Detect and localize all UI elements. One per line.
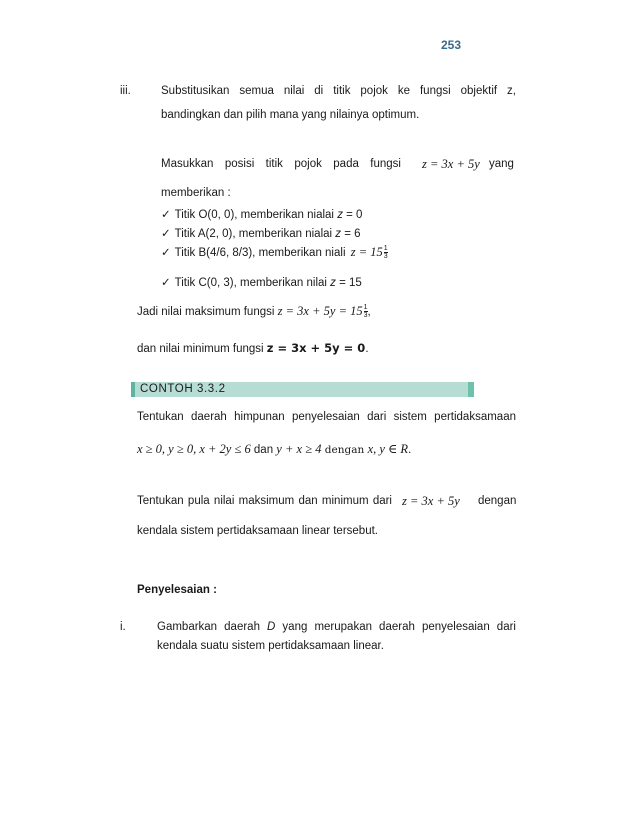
check-item-o: ✓ Titik O(0, 0), memberikan nialai z = 0 <box>161 207 362 221</box>
banner-accent <box>468 382 474 397</box>
min-line: dan nilai minimum fungsi z = 3x + 5y = 0. <box>137 341 369 355</box>
contoh-title: CONTOH 3.3.2 <box>140 383 226 395</box>
check-item-a: ✓ Titik A(2, 0), memberikan nialai z = 6 <box>161 226 361 240</box>
fraction: $\frac{1}{3}$ <box>383 245 388 261</box>
problem2-tail: dengan <box>478 495 517 507</box>
fraction: $\frac{1}{3}$ <box>363 304 368 320</box>
masukkan-line1: Masukkan posisi titik pojok pada fungsi <box>161 158 401 170</box>
max-line: Jadi nilai maksimum fungsi z = 3x + 5y = 15 $\frac{1}{3}$ , <box>137 304 371 320</box>
problem-line2: x ≥ 0, y ≥ 0, x + 2y ≤ 6 dan y + x ≥ 4 dengan x, y ∈ R. <box>137 442 412 456</box>
step-iii-marker: iii. <box>120 85 131 97</box>
masukkan-formula: z = 3x + 5y <box>422 157 480 171</box>
penyelesaian-heading: Penyelesaian : <box>137 584 217 596</box>
contoh-banner <box>131 382 472 397</box>
step-i-line1: Gambarkan daerah D yang merupakan daerah penyelesaian dari <box>157 621 516 633</box>
problem2-line2: kendala sistem pertidaksamaan linear tersebut. <box>137 525 378 537</box>
problem2-formula: z = 3x + 5y <box>402 494 460 508</box>
step-iii-line1: Substitusikan semua nilai di titik pojok ke fungsi objektif z, <box>161 85 516 97</box>
masukkan-line2: memberikan : <box>161 187 231 199</box>
check-item-c: ✓ Titik C(0, 3), memberikan nilai z = 15 <box>161 275 362 289</box>
step-i-marker: i. <box>120 621 126 633</box>
masukkan-tail: yang <box>489 158 514 170</box>
check-item-b: ✓ Titik B(4/6, 8/3), memberikan niali z = 15 $\frac{1}{3}$ <box>161 245 388 260</box>
step-i-line2: kendala suatu sistem pertidaksamaan linear. <box>157 640 384 652</box>
step-iii-line2: bandingkan dan pilih mana yang nilainya optimum. <box>161 109 420 121</box>
page-number: 253 <box>441 38 462 52</box>
problem2-line1: Tentukan pula nilai maksimum dan minimum dari <box>137 495 392 507</box>
problem-line1: Tentukan daerah himpunan penyelesaian dari sistem pertidaksamaan <box>137 411 516 423</box>
